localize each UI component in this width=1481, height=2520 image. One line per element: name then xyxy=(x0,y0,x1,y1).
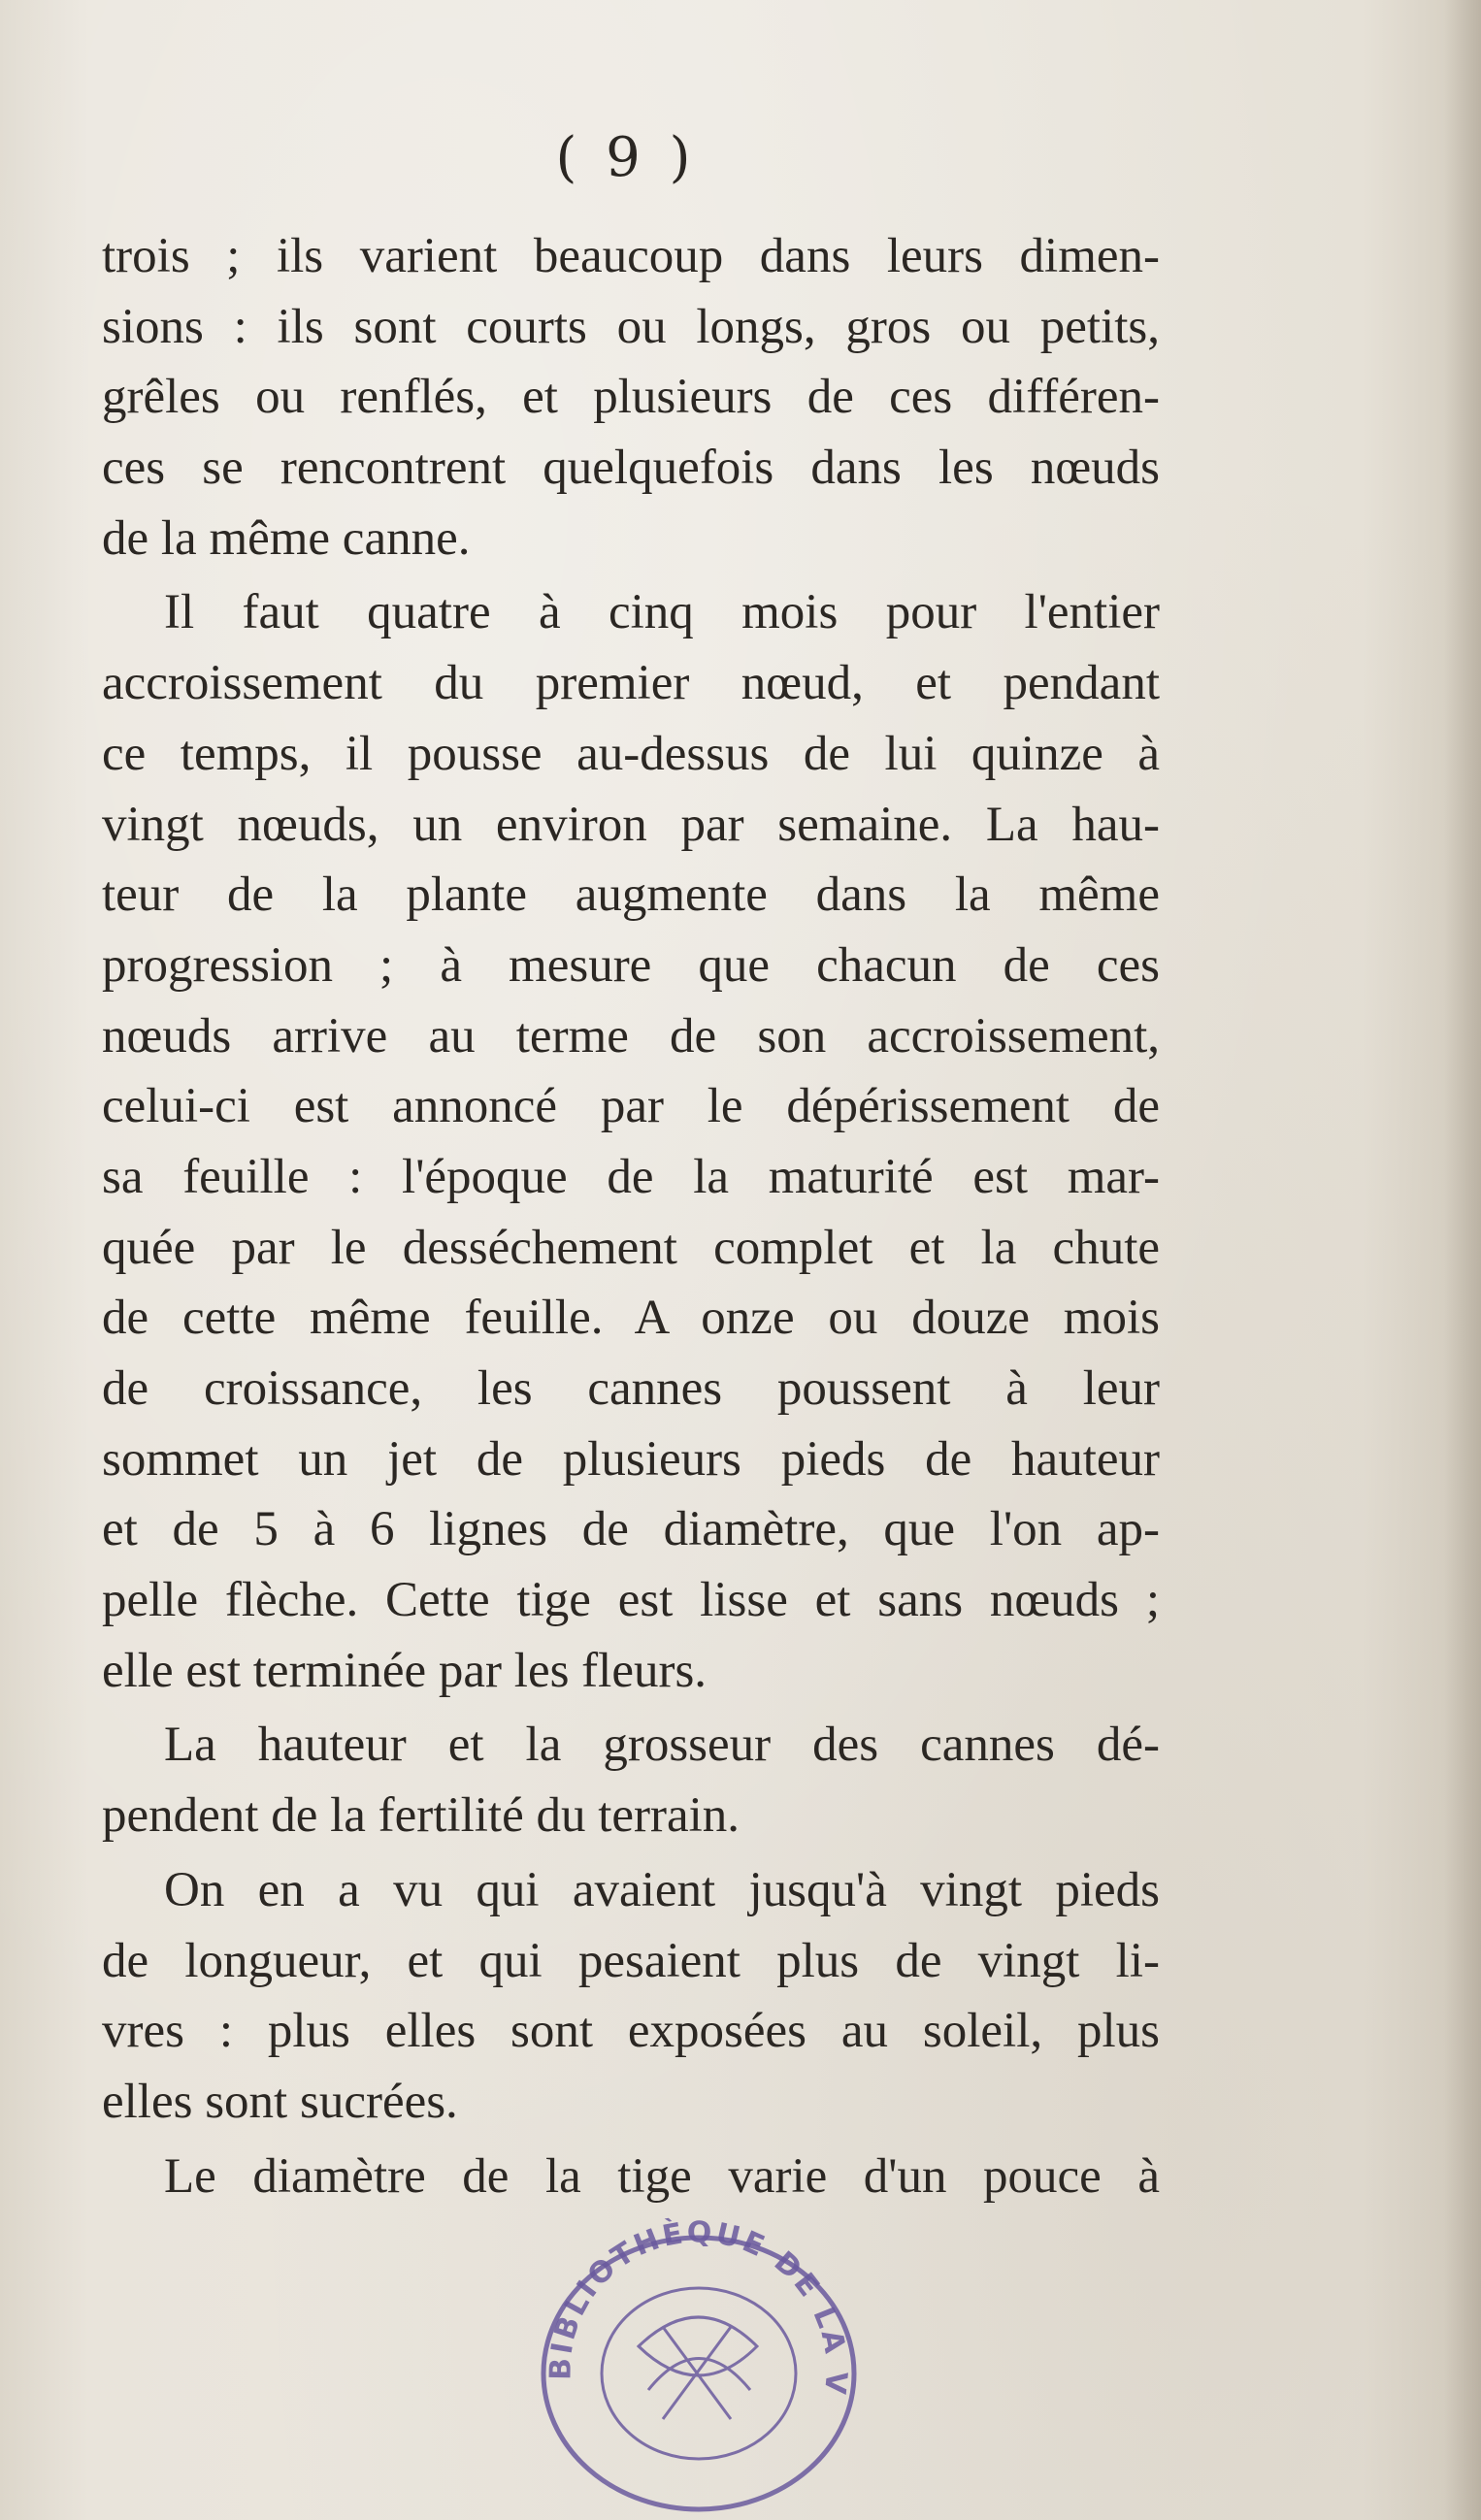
text-line: progression ; à mesure que chacun de ces xyxy=(102,937,1160,993)
text-line: elles sont sucrées. xyxy=(102,2074,458,2129)
text-line: pendent de la fertilité du terrain. xyxy=(102,1788,740,1844)
paragraph xyxy=(102,221,1160,573)
text-line: sa feuille : l'époque de la maturité est mar- xyxy=(102,1149,1160,1204)
text-line: La hauteur et la grosseur des cannes dé- xyxy=(164,1718,1160,1773)
text-line: de croissance, les cannes poussent à leur xyxy=(102,1361,1160,1416)
page-number: ( 9 ) xyxy=(555,126,697,189)
paragraph xyxy=(102,577,1160,1706)
paragraph xyxy=(102,1855,1160,2138)
body-text xyxy=(102,221,1160,2211)
text-line: et de 5 à 6 lignes de diamètre, que l'on ap- xyxy=(102,1502,1160,1557)
text-line: vingt nœuds, un environ par semaine. La hau- xyxy=(102,797,1160,852)
text-line: On en a vu qui avaient jusqu'à vingt pieds xyxy=(164,1862,1160,1917)
text-line: trois ; ils varient beaucoup dans leurs dimen- xyxy=(102,229,1160,283)
stamp-text: BIBLIOTHÈQUE DE LA VILLE DE BORDEAUX xyxy=(517,2194,854,2399)
text-line: pelle flèche. Cette tige est lisse et sans nœuds ; xyxy=(102,1573,1160,1628)
text-line: elle est terminée par les fleurs. xyxy=(102,1643,708,1698)
text-line: celui-ci est annoncé par le dépérissement de xyxy=(102,1079,1160,1134)
text-line: teur de la plante augmente dans la même xyxy=(102,867,1160,923)
text-line: accroissement du premier nœud, et pendant xyxy=(102,656,1160,711)
page-edge-shadow xyxy=(1444,0,1481,2520)
text-line: ces se rencontrent quelquefois dans les nœuds xyxy=(102,441,1160,496)
text-line: sommet un jet de plusieurs pieds de hauteur xyxy=(102,1431,1160,1487)
text-line: de cette même feuille. A onze ou douze mois xyxy=(102,1291,1160,1346)
svg-text:BIBLIOTHÈQUE DE LA VILLE DE BO xyxy=(518,2194,853,2399)
text-line: de longueur, et qui pesaient plus de vingt li- xyxy=(102,1933,1160,1988)
library-stamp xyxy=(517,2194,867,2511)
text-line: sions : ils sont courts ou longs, gros ou petits, xyxy=(102,299,1160,354)
text-line: grêles ou renflés, et plusieurs de ces différen- xyxy=(102,370,1160,425)
text-line: quée par le desséchement complet et la chute xyxy=(102,1220,1160,1275)
library-stamp-graphic xyxy=(517,2194,867,2511)
text-line: nœuds arrive au terme de son accroissement, xyxy=(102,1008,1160,1064)
text-line: ce temps, il pousse au-dessus de lui quinze à xyxy=(102,726,1160,781)
paragraph xyxy=(102,2142,1160,2212)
text-line: de la même canne. xyxy=(102,510,471,566)
paragraph xyxy=(102,1710,1160,1850)
text-line: vres : plus elles sont exposées au soleil, plus xyxy=(102,2004,1160,2059)
text-line: Il faut quatre à cinq mois pour l'entier xyxy=(164,585,1160,640)
text-line: Le diamètre de la tige varie d'un pouce à xyxy=(164,2148,1160,2204)
